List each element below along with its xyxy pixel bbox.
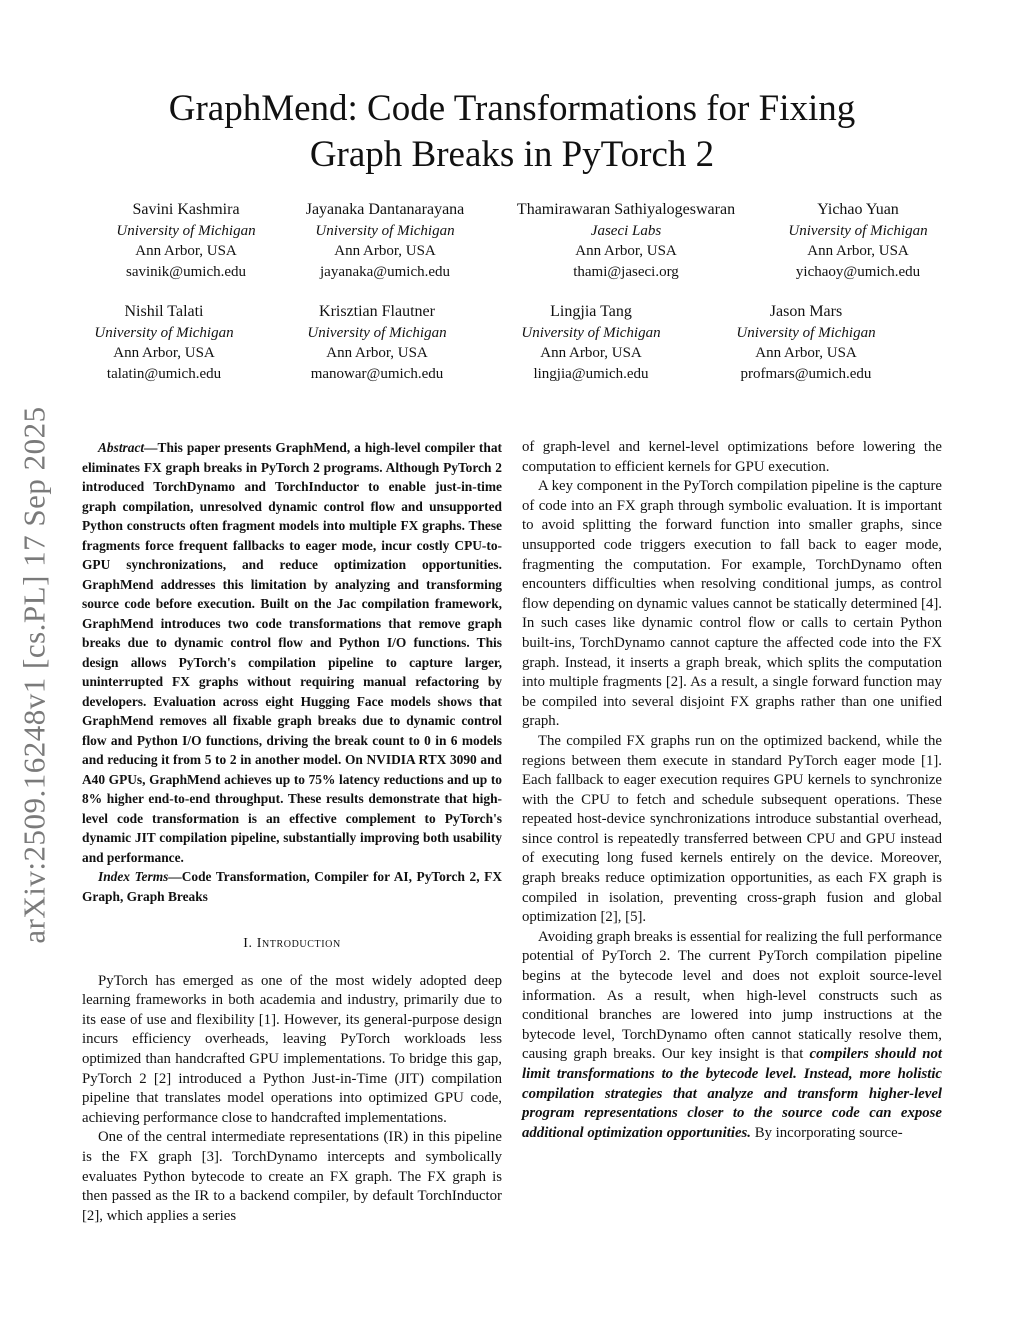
author-affiliation: Jaseci Labs xyxy=(590,222,662,239)
author-name: Thamirawaran Sathiyalogeswaran xyxy=(516,201,736,218)
abstract-text: This paper presents GraphMend, a high-level compiler that eliminates FX graph breaks in PyTorch 2 programs. Although PyTorch 2 introduced TorchDynamo and TorchInductor to enable just-in-time graph compilation, unresolved dynamic control flow and unsupported Python constructs often fragment models into multiple FX graphs. These fragments force frequent fallbacks to eager mode, incur costly CPU-to-GPU synchronizations, and reduce optimization opportunities. GraphMend addresses this limitation by analyzing and transforming source code before execution. Built on the Jac compilation framework, GraphMend introduces two code transformations that remove graph breaks due to dynamic control flow and Python I/O functions. This design allows PyTorch's compilation pipeline to capture larger, uninterrupted FX graphs without requiring manual refactoring by developers. Evaluation across eight Hugging Face models shows that GraphMend removes all fixable graph breaks due to dynamic control flow and Python I/O functions, driving the break count to 0 in 6 models and reducing it from 5 to 2 in another model. On NVIDIA RTX 3090 and A40 GPUs, GraphMend achieves up to 75% latency reductions and up to 8% higher end-to-end throughput. These results demonstrate that high-level code transformation is an effective complement to PyTorch's dynamic JIT compilation pipeline, substantially improving both usability and performance. xyxy=(82,440,502,865)
author-location: Ann Arbor, USA xyxy=(113,345,215,361)
author-block xyxy=(521,302,660,384)
author-affiliation: University of Michigan xyxy=(116,222,256,239)
author-email: jayanaka@umich.edu xyxy=(319,263,451,280)
author-email: thami@jaseci.org xyxy=(573,263,679,280)
paragraph: One of the central intermediate representations (IR) in this pipeline is the FX graph [3]. TorchDynamo intercepts and symbolically evaluates Python bytecode to create an FX graph. The FX graph is then passed as the IR to a backend compiler, by default TorchInductor [2], which applies a series xyxy=(82,1129,502,1224)
author-block xyxy=(307,302,446,384)
index-terms-text: Code Transformation, Compiler for AI, PyTorch 2, FX Graph, Graph Breaks xyxy=(82,869,502,904)
index-terms-label: Index Terms— xyxy=(98,869,182,884)
paragraph-text: Avoiding graph breaks is essential for realizing the full performance potential of PyTorch 2. The current PyTorch compilation pipeline begins at the bytecode level and does not exploit source-level information. As a result, when high-level constructs such as conditional branches are lowered into jump instructions at the bytecode level, TorchDynamo often cannot statically resolve them, causing graph breaks. Our key insight is that xyxy=(522,928,942,1063)
paragraph: A key component in the PyTorch compilation pipeline is the capture of code into an FX graph through symbolic evaluation. It is important to avoid splitting the forward function into smaller graphs, since unsupported code triggers execution to fall back to eager mode, fragmenting the computation. For example, TorchDynamo often encounters difficulties when resolving conditional jumps, as control flow depending on dynamic values cannot be statically determined [4]. In such cases like dynamic control flow or calls to certain Python built-ins, TorchDynamo cannot capture the affected code into the FX graph. Instead, it inserts a graph break, which splits the computation into multiple fragments [2]. As a result, a single forward function may be compiled into several disjoint FX graphs rather than one unified graph. xyxy=(522,478,942,730)
author-email: talatin@umich.edu xyxy=(106,365,222,382)
author-block xyxy=(736,302,875,384)
paragraph xyxy=(522,928,942,1144)
author-block xyxy=(306,200,465,282)
author-block xyxy=(788,200,927,282)
author-email: yichaoy@umich.edu xyxy=(795,263,921,280)
section-heading xyxy=(82,934,502,954)
arxiv-id: arXiv:2509.16248v1 [cs.PL] 17 Sep 2025 xyxy=(17,406,52,944)
paragraph: of graph-level and kernel-level optimizations before lowering the computation to efficient kernels for GPU execution. xyxy=(522,439,942,475)
abstract xyxy=(82,438,502,906)
abstract-label: Abstract— xyxy=(98,440,158,455)
author-name: Yichao Yuan xyxy=(817,201,899,218)
author-name: Jason Mars xyxy=(769,303,843,320)
author-affiliation: University of Michigan xyxy=(307,324,447,341)
right-column xyxy=(522,438,942,1143)
section-title: Introduction xyxy=(256,936,341,951)
title-line-2: Graph Breaks in PyTorch 2 xyxy=(309,134,715,175)
paragraph: The compiled FX graphs run on the optimized backend, while the regions between them execute in standard PyTorch eager mode [1]. Each fallback to eager execution requires GPU kernels to synchronize with the CPU to fetch and schedule subsequent operations. These repeated host-device synchronizations introduce substantial overhead, since control is repeatedly transferred between CPU and GPU instead of executing long fused kernels entirely on the device. Moreover, graph breaks reduce optimization opportunities, as each FX graph is compiled in isolation, preventing cross-graph fusion and global optimization [2], [5]. xyxy=(522,732,942,926)
paragraph: PyTorch has emerged as one of the most widely adopted deep learning frameworks in both academia and industry, primarily due to its ease of use and flexibility [1]. However, its general-purpose design incurs efficiency overheads, leaving PyTorch workloads less optimized than handcrafted GPU implementations. To bridge this gap, PyTorch 2 [2] introduced a Python Just-in-Time (JIT) compilation pipeline that translates model operations into optimized GPU code, achieving performance close to handcrafted implementations. xyxy=(82,972,502,1126)
paragraph-text: By incorporating source- xyxy=(751,1124,903,1141)
author-email: lingjia@umich.edu xyxy=(533,365,649,382)
author-affiliation: University of Michigan xyxy=(736,324,876,341)
title-line-1: GraphMend: Code Transformations for Fixing xyxy=(168,88,856,129)
arxiv-stamp xyxy=(10,375,60,975)
author-affiliation: University of Michigan xyxy=(94,324,234,341)
author-location: Ann Arbor, USA xyxy=(135,243,237,259)
paper-title xyxy=(90,86,934,178)
author-name: Krisztian Flautner xyxy=(319,303,435,320)
author-name: Lingjia Tang xyxy=(550,303,632,320)
author-affiliation: University of Michigan xyxy=(788,222,928,239)
author-location: Ann Arbor, USA xyxy=(326,345,428,361)
author-block xyxy=(517,200,735,282)
key-insight: compilers should not limit transformations to the bytecode level. Instead, more holistic compilation strategies that analyze and transform higher-level program representations closer to the source code can expose additional optimization opportunities. xyxy=(522,1046,942,1141)
author-email: savinik@umich.edu xyxy=(125,263,247,280)
author-location: Ann Arbor, USA xyxy=(334,243,436,259)
author-name: Jayanaka Dantanarayana xyxy=(305,201,465,218)
author-affiliation: University of Michigan xyxy=(315,222,455,239)
author-name: Savini Kashmira xyxy=(132,201,240,218)
author-affiliation: University of Michigan xyxy=(521,324,661,341)
left-column xyxy=(82,438,502,1226)
author-email: profmars@umich.edu xyxy=(740,365,872,382)
author-block xyxy=(94,302,233,384)
author-location: Ann Arbor, USA xyxy=(807,243,909,259)
author-location: Ann Arbor, USA xyxy=(575,243,677,259)
author-location: Ann Arbor, USA xyxy=(755,345,857,361)
author-block xyxy=(116,200,255,282)
author-location: Ann Arbor, USA xyxy=(540,345,642,361)
author-name: Nishil Talati xyxy=(124,303,204,320)
section-number: I. xyxy=(243,936,253,951)
author-email: manowar@umich.edu xyxy=(310,365,444,382)
